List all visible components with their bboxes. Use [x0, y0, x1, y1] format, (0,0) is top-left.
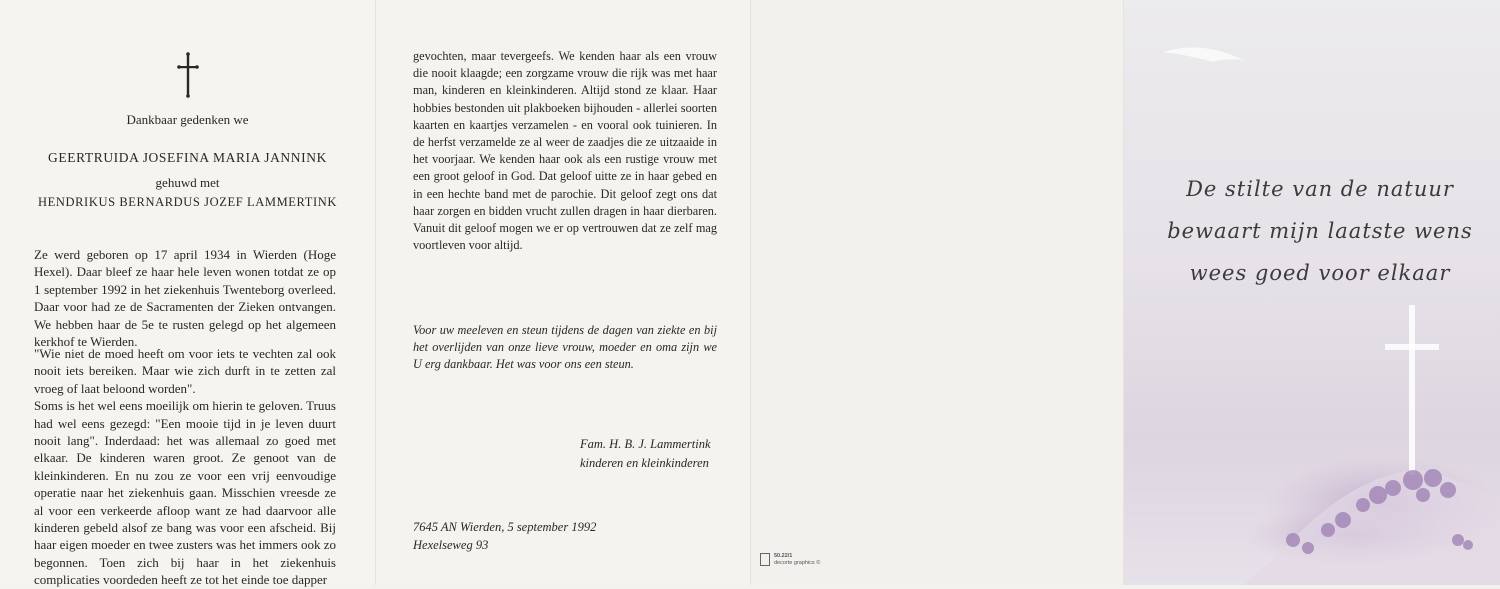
biography-paragraph: Ze werd geboren op 17 april 1934 in Wierden (Hoge Hexel). Daar bleef ze haar hele leven wonen totdat ze op 1 september 1992 in het ziekenhuis Twenteborg overleed. Daar voor had ze de Sacramenten der Zieken ontvangen. We hebben haar de 5e te rusten gelegd op het algemeen kerkhof te Wierden. [34, 247, 336, 350]
fold-line [375, 0, 376, 585]
cover-poem: De stilte van de natuur bewaart mijn laatste wens wees goed voor elkaar [1167, 177, 1473, 285]
printer-logo-icon [760, 553, 770, 566]
cross-icon [177, 52, 199, 98]
logo-brand: decorte graphics © [774, 559, 821, 566]
cross-icon [1385, 305, 1439, 475]
memorial-paragraph-continued: gevochten, maar tevergeefs. We kenden haar als een vrouw die nooit klaagde; een zorgzame vrouw die rijk was met haar man, kinderen en kleinkinderen. Altijd stond ze klaar. Haar hobbies bestonden uit plakboeken bijhouden - allerlei soorten kaarten en kaartjes verzamelen - en vooral ook tuinieren. In de herfst verzamelde ze al weer de zaadjes die ze uitzaaide in het voorjaar. We kenden haar ook als een rustige vrouw met een groot geloof in God. Dat geloof uitte ze in haar gebed en in een hechte band met de parochie. Dit geloof zegt ons dat haar zorgen en bidden vrucht zullen dragen in haar dierbaren. Vanuit dit geloof mogen we er op vertrouwen dat ze zelf mag voortleven voor altijd. [413, 49, 717, 253]
memorial-paragraph: "Wie niet de moed heeft om voor iets te vechten zal ook nooit iets bereiken. Maar wie zich durft in te zetten zal vroeg of laat beloond worden". Soms is het wel eens moeilijk om hierin te geloven. Truus had wel eens gezegd: "Een mooie tijd in je leven duurt nooit lang". Inderdaad: het was allemaal zo goed met elkaar. De kinderen waren groot. Ze genoot van de kleinkinderen. En nu zou ze voor een vrij eenvoudige operatie naar het ziekenhuis gaan. Misschien vreesde ze al voor een verkeerde afloop want ze had daarvoor alle kinderen gebeld alsof ze bang was voor een afscheid. Bij haar eigen moeder en twee zusters was het immers ook zo begonnen. Toen zich bij haar in het ziekenhuis complicaties voordeden heeft ze tot het einde toe dapper [34, 346, 336, 588]
fold-line [750, 0, 751, 585]
bird-icon [1163, 48, 1243, 63]
married-text: gehuwd met [155, 175, 220, 190]
thanks-text: Voor uw meeleven en steun tijdens de dagen van ziekte en bij het overlijden van onze lieve vrouw, moeder en oma zijn we U erg dankbaar. Het was voor ons een steun. [413, 323, 717, 372]
panel-blank [750, 0, 1123, 585]
logo-code: 50.22/1 [774, 553, 793, 559]
address-text: 7645 AN Wierden, 5 september 1992 Hexelseweg 93 [413, 520, 597, 552]
deceased-name: GEERTRUIDA JOSEFINA MARIA JANNINK [48, 150, 327, 165]
fold-line [1123, 0, 1124, 585]
family-signature: Fam. H. B. J. Lammertink kinderen en kleinkinderen [580, 437, 711, 470]
spouse-name: HENDRIKUS BERNARDUS JOZEF LAMMERTINK [38, 195, 337, 209]
intro-text: Dankbaar gedenken we [126, 112, 249, 127]
printer-logo [774, 553, 820, 566]
